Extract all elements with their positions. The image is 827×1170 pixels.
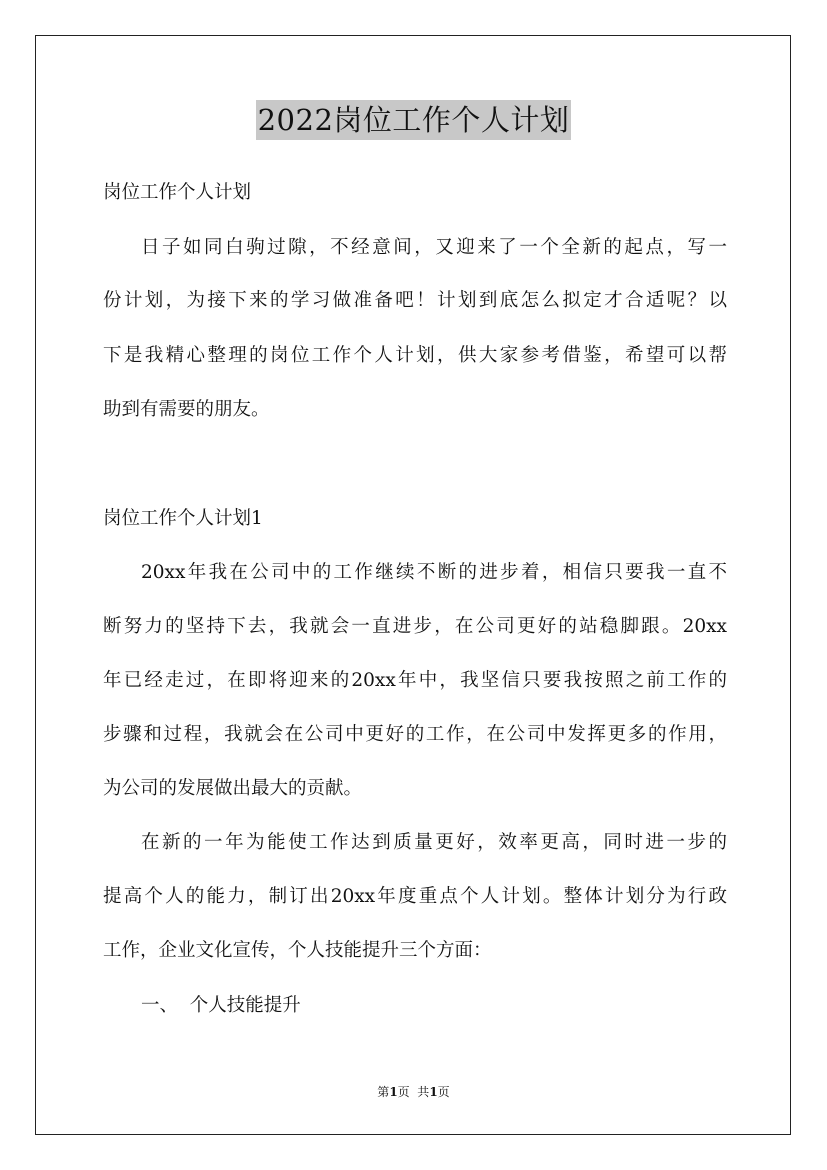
- footer-mid: 页 共: [397, 1085, 430, 1099]
- paragraph-line: 在新的一年为能使工作达到质量更好，效率更高，同时进一步的: [141, 832, 727, 853]
- footer-prefix: 第: [377, 1085, 390, 1099]
- section-heading: 岗位工作个人计划1: [103, 508, 263, 529]
- paragraph-line: 年已经走过，在即将迎来的20xx年中，我坚信只要我按照之前工作的: [103, 670, 727, 691]
- paragraph-line: 断努力的坚持下去，我就会一直进步，在公司更好的站稳脚跟。20xx: [103, 616, 727, 637]
- paragraph-line: 日子如同白驹过隙，不经意间，又迎来了一个全新的起点，写一: [141, 237, 727, 258]
- paragraph-line: 助到有需要的朋友。: [103, 399, 270, 420]
- section-heading: 岗位工作个人计划: [103, 182, 252, 203]
- paragraph-line: 提高个人的能力，制订出20xx年度重点个人计划。整体计划分为行政: [103, 886, 727, 907]
- footer-suffix: 页: [437, 1085, 450, 1099]
- paragraph-line: 步骤和过程，我就会在公司中更好的工作，在公司中发挥更多的作用，: [103, 724, 727, 745]
- paragraph-line: 工作，企业文化宣传，个人技能提升三个方面：: [103, 940, 492, 961]
- current-page-number: 1: [389, 1085, 398, 1099]
- total-page-number: 1: [429, 1085, 438, 1099]
- title-container: [0, 100, 827, 140]
- paragraph-line: 份计划，为接下来的学习做准备吧！计划到底怎么拟定才合适呢？以: [103, 290, 727, 311]
- document-title: 2022岗位工作个人计划: [256, 100, 572, 140]
- paragraph-line: 20xx年我在公司中的工作继续不断的进步着，相信只要我一直不: [141, 562, 727, 583]
- page-footer: [0, 1084, 827, 1100]
- list-heading: 一、 个人技能提升: [141, 995, 301, 1016]
- paragraph-line: 为公司的发展做出最大的贡献。: [103, 778, 363, 799]
- paragraph-line: 下是我精心整理的岗位工作个人计划，供大家参考借鉴，希望可以帮: [103, 345, 727, 366]
